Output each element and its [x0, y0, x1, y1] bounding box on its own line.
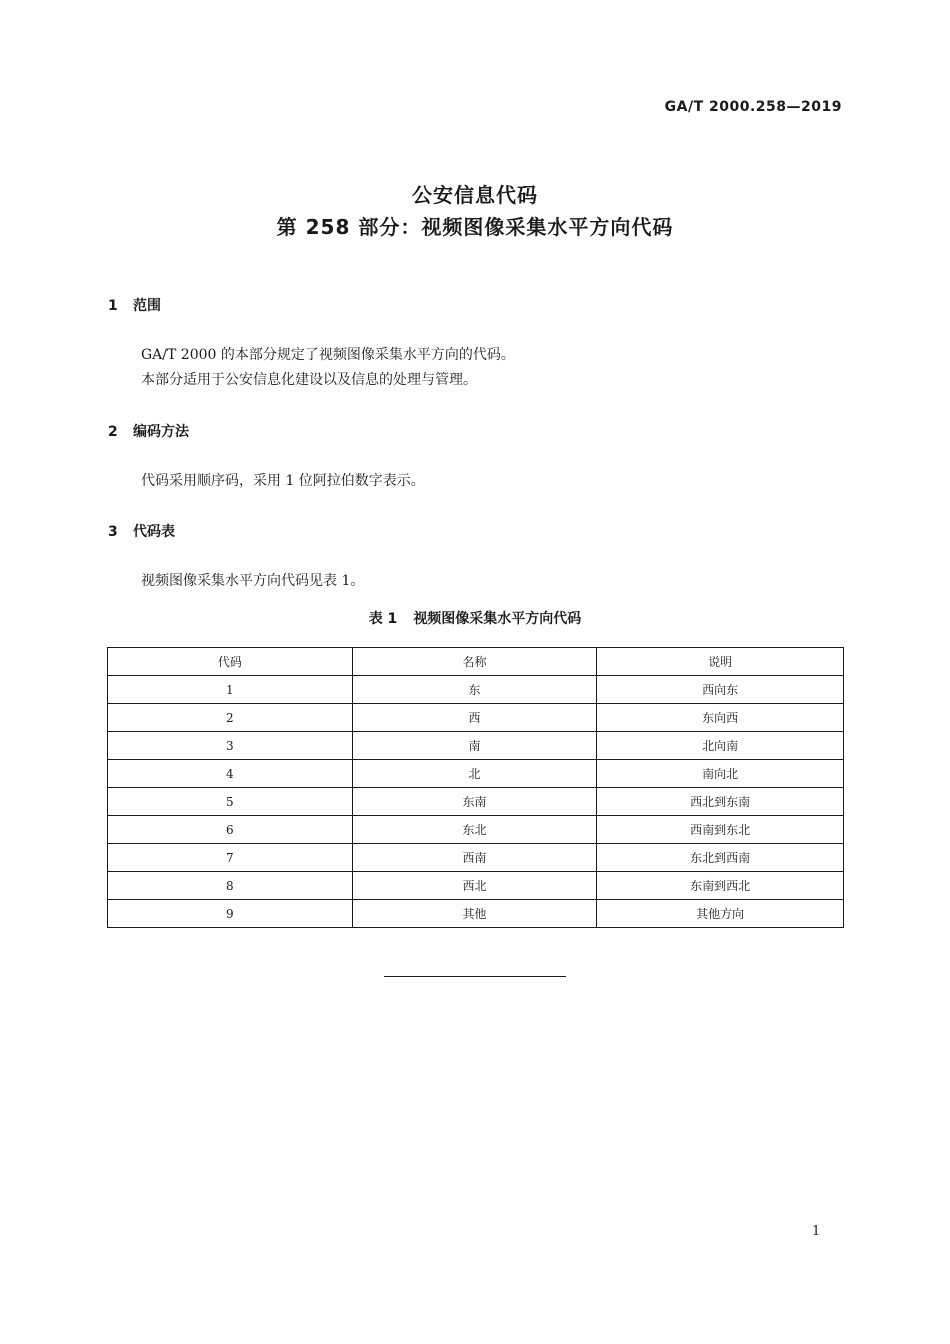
section-code-table-paragraph: 视频图像采集水平方向代码见表 1。 — [141, 573, 365, 589]
table-row — [108, 872, 844, 900]
cell-code: 9 — [108, 900, 353, 928]
header-description: 说明 — [597, 648, 844, 676]
section-scope-paragraph-2: 本部分适用于公安信息化建设以及信息的处理与管理。 — [141, 372, 477, 388]
cell-name: 北 — [352, 760, 597, 788]
header-code: 代码 — [108, 648, 353, 676]
section-number: 3 — [108, 524, 118, 540]
section-heading-coding-method — [108, 421, 189, 441]
table-caption — [0, 608, 950, 628]
cell-code: 8 — [108, 872, 353, 900]
section-title: 代码表 — [133, 524, 175, 540]
page-number: 1 — [812, 1224, 821, 1239]
cell-name: 西 — [352, 704, 597, 732]
standard-code: GA/T 2000.258—2019 — [664, 99, 842, 115]
header-name: 名称 — [352, 648, 597, 676]
cell-description: 西向东 — [597, 676, 844, 704]
cell-code: 7 — [108, 844, 353, 872]
section-title: 编码方法 — [133, 424, 189, 440]
table-row — [108, 816, 844, 844]
table-row — [108, 704, 844, 732]
cell-description: 其他方向 — [597, 900, 844, 928]
cell-code: 6 — [108, 816, 353, 844]
cell-description: 东北到西南 — [597, 844, 844, 872]
cell-code: 3 — [108, 732, 353, 760]
cell-description: 东向西 — [597, 704, 844, 732]
table-row — [108, 900, 844, 928]
table-header-row — [108, 648, 844, 676]
cell-name: 东 — [352, 676, 597, 704]
cell-description: 北向南 — [597, 732, 844, 760]
section-number: 1 — [108, 298, 118, 314]
document-title — [0, 180, 950, 244]
table-caption-title: 视频图像采集水平方向代码 — [413, 611, 582, 627]
cell-description: 东南到西北 — [597, 872, 844, 900]
cell-code: 2 — [108, 704, 353, 732]
table-row — [108, 844, 844, 872]
table-row — [108, 788, 844, 816]
code-table — [107, 647, 844, 928]
table-row — [108, 676, 844, 704]
cell-name: 东北 — [352, 816, 597, 844]
cell-code: 5 — [108, 788, 353, 816]
cell-code: 1 — [108, 676, 353, 704]
cell-code: 4 — [108, 760, 353, 788]
cell-name: 西北 — [352, 872, 597, 900]
section-coding-method-paragraph: 代码采用顺序码，采用 1 位阿拉伯数字表示。 — [141, 473, 425, 489]
section-title: 范围 — [133, 298, 161, 314]
title-main: 公安信息代码 — [412, 183, 538, 207]
section-heading-code-table — [108, 521, 175, 541]
table-row — [108, 760, 844, 788]
section-scope-paragraph-1: GA/T 2000 的本部分规定了视频图像采集水平方向的代码。 — [141, 347, 515, 363]
cell-name: 其他 — [352, 900, 597, 928]
cell-description: 西北到东南 — [597, 788, 844, 816]
title-part: 第 258 部分：视频图像采集水平方向代码 — [276, 215, 674, 239]
section-heading-scope — [108, 295, 161, 315]
table-caption-number: 表 1 — [368, 611, 398, 627]
section-number: 2 — [108, 424, 118, 440]
end-of-document-rule — [384, 976, 566, 977]
cell-description: 南向北 — [597, 760, 844, 788]
cell-name: 东南 — [352, 788, 597, 816]
cell-name: 西南 — [352, 844, 597, 872]
cell-description: 西南到东北 — [597, 816, 844, 844]
table-row — [108, 732, 844, 760]
cell-name: 南 — [352, 732, 597, 760]
